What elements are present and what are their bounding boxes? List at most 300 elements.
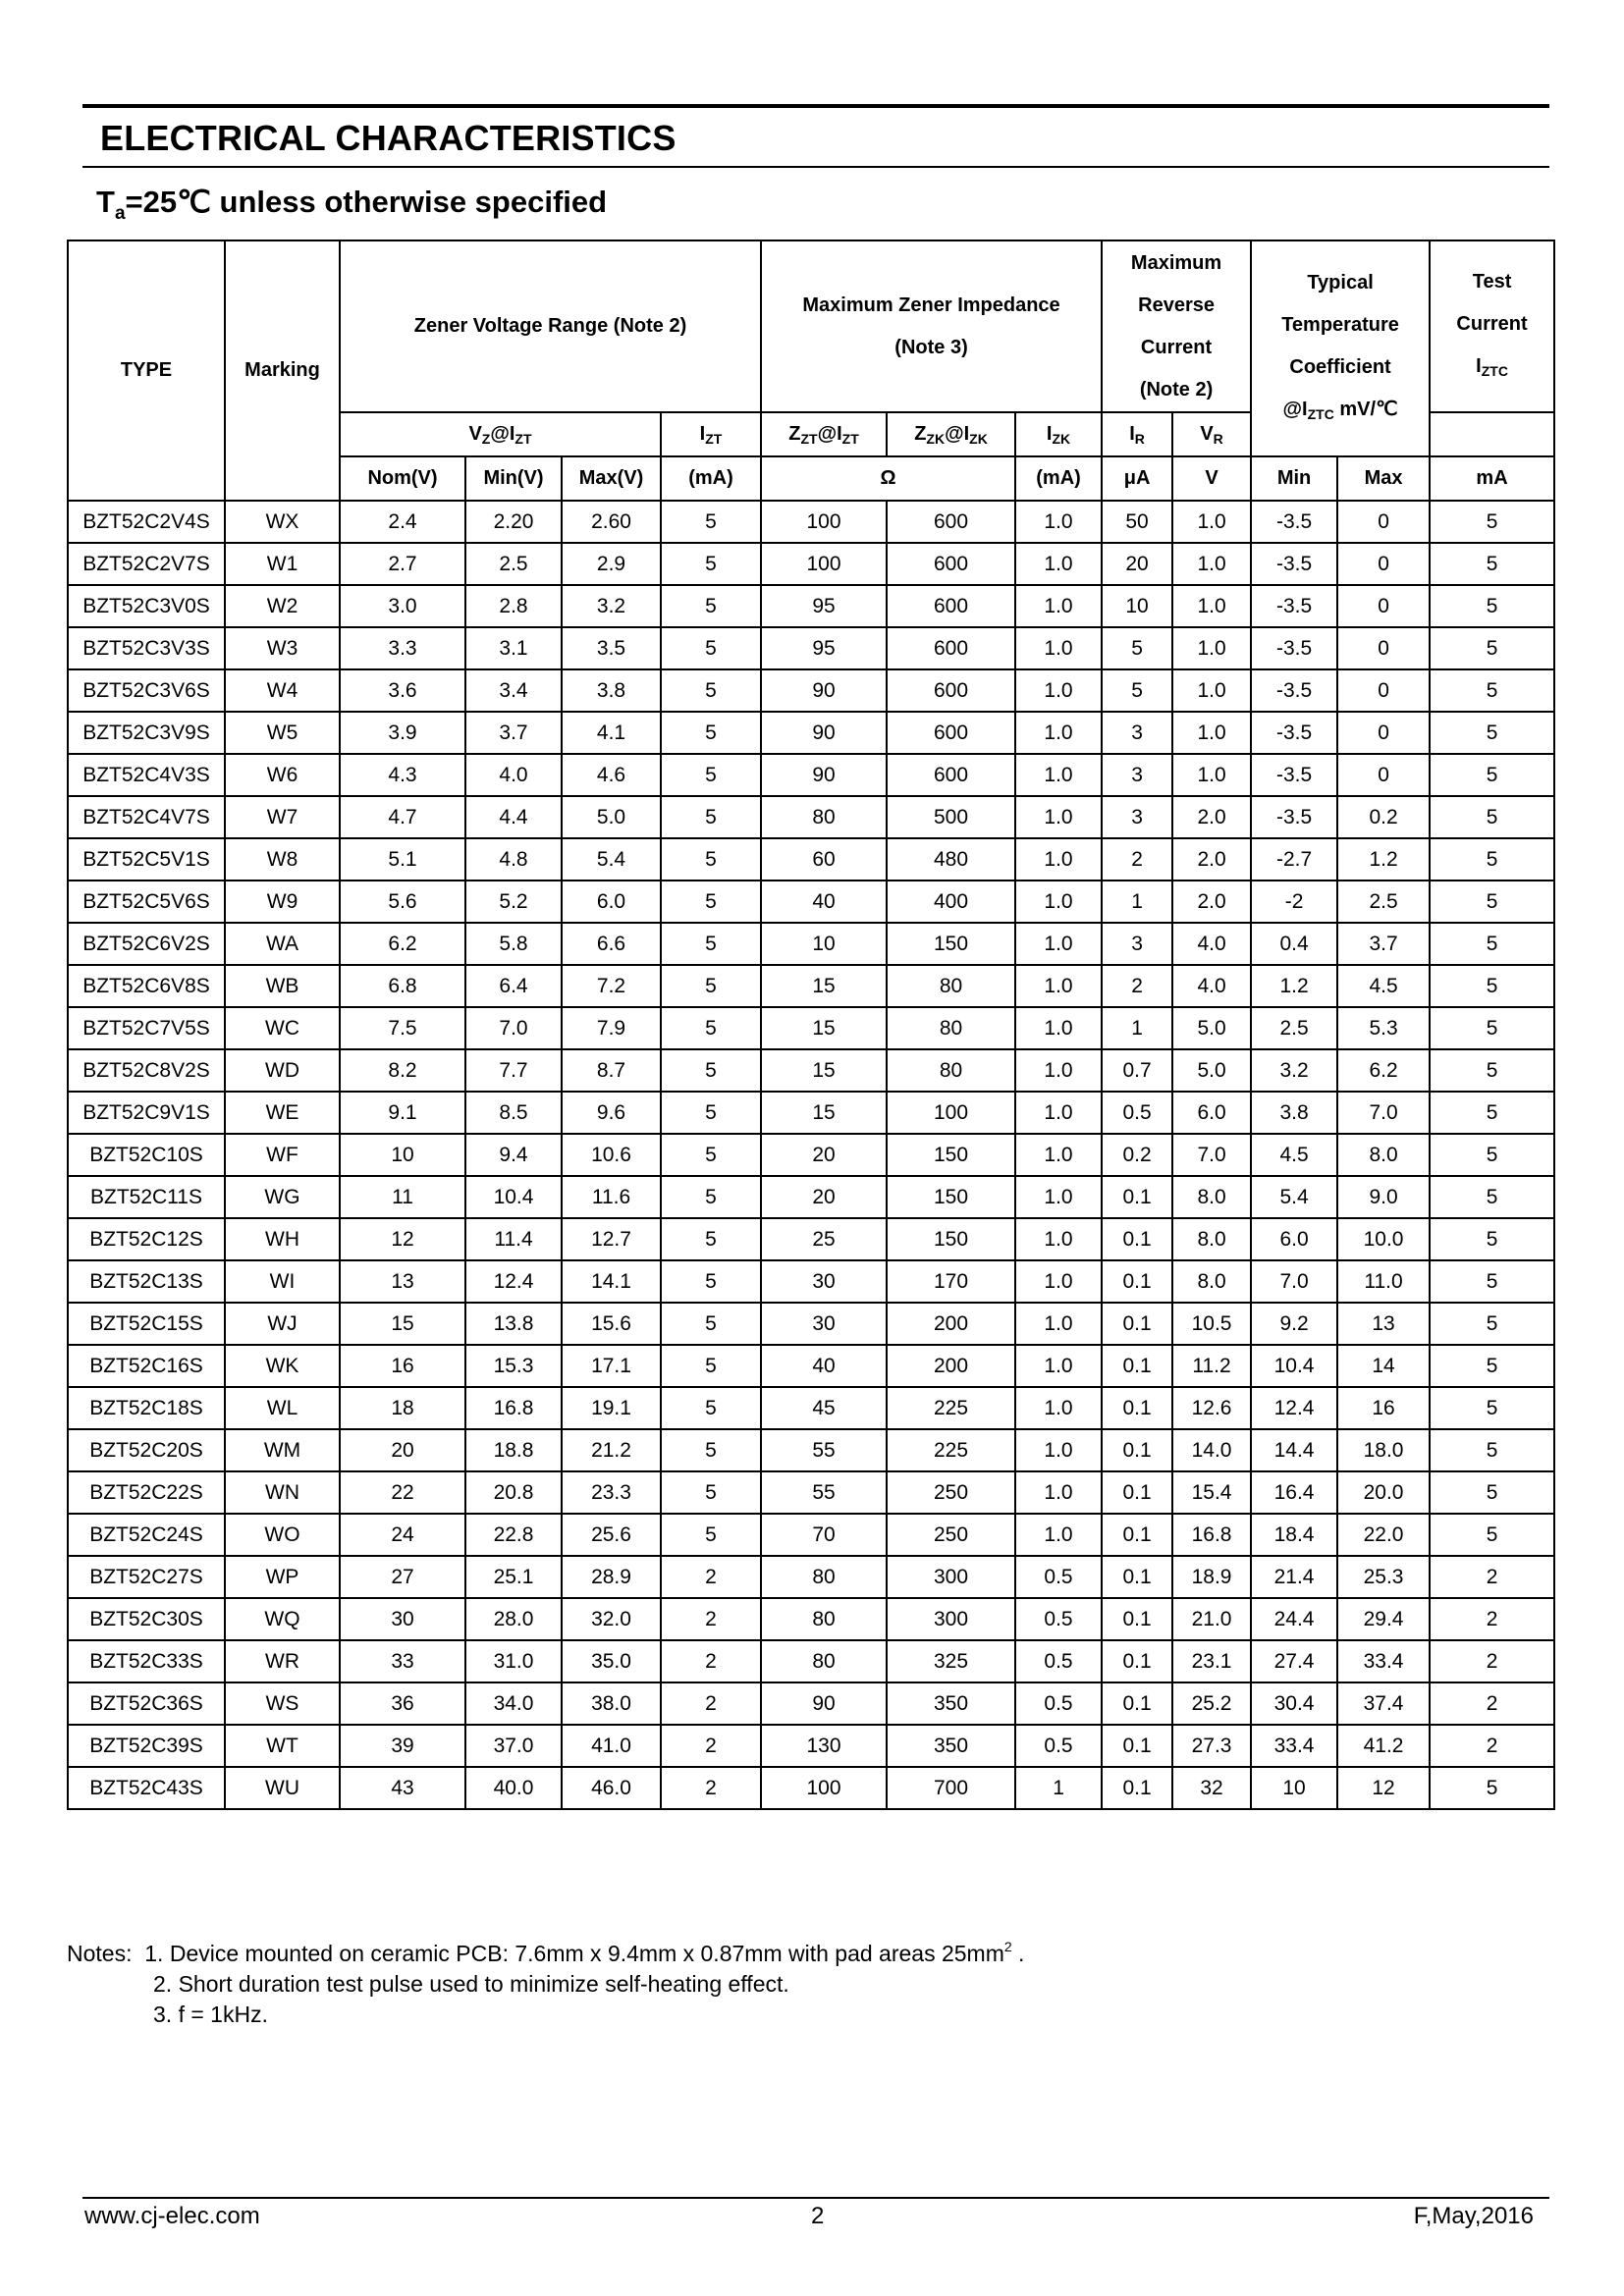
- cell-test-current: 5: [1430, 881, 1554, 923]
- cell-marking: WR: [225, 1640, 340, 1682]
- cell-type: BZT52C6V2S: [68, 923, 225, 965]
- cell-vz-min: 12.4: [465, 1260, 562, 1303]
- cell-vr: 14.0: [1172, 1429, 1251, 1471]
- cell-marking: W4: [225, 669, 340, 712]
- cell-zzt: 90: [761, 1682, 887, 1725]
- cell-type: BZT52C8V2S: [68, 1049, 225, 1092]
- cell-tc-min: 12.4: [1251, 1387, 1337, 1429]
- cell-test-current: 5: [1430, 754, 1554, 796]
- cell-vz-max: 7.9: [562, 1007, 661, 1049]
- cell-vz-nom: 36: [340, 1682, 465, 1725]
- cell-izk: 1.0: [1015, 1514, 1102, 1556]
- cell-tc-min: -2.7: [1251, 838, 1337, 881]
- cell-vz-max: 5.4: [562, 838, 661, 881]
- cell-zzk: 170: [887, 1260, 1015, 1303]
- table-row: [68, 923, 1554, 965]
- cell-vz-max: 15.6: [562, 1303, 661, 1345]
- cell-vz-min: 20.8: [465, 1471, 562, 1514]
- cell-tc-max: 0: [1337, 627, 1430, 669]
- cell-vr: 1.0: [1172, 501, 1251, 543]
- cell-zzt: 40: [761, 881, 887, 923]
- cell-vr: 7.0: [1172, 1134, 1251, 1176]
- cell-type: BZT52C4V3S: [68, 754, 225, 796]
- cell-vz-max: 41.0: [562, 1725, 661, 1767]
- cell-test-current: 5: [1430, 1260, 1554, 1303]
- cell-tc-min: 10: [1251, 1767, 1337, 1809]
- cell-tc-min: 5.4: [1251, 1176, 1337, 1218]
- cell-izt: 5: [661, 838, 761, 881]
- cell-tc-min: -3.5: [1251, 627, 1337, 669]
- cell-marking: WO: [225, 1514, 340, 1556]
- cell-vz-max: 28.9: [562, 1556, 661, 1598]
- cell-vz-nom: 3.0: [340, 585, 465, 627]
- table-row: [68, 1598, 1554, 1640]
- cell-vz-nom: 27: [340, 1556, 465, 1598]
- cell-zzt: 100: [761, 501, 887, 543]
- cell-tc-min: -3.5: [1251, 543, 1337, 585]
- cell-tc-max: 41.2: [1337, 1725, 1430, 1767]
- table-row: [68, 1218, 1554, 1260]
- revision-date: F,May,2016: [1413, 2203, 1534, 2229]
- cell-marking: WK: [225, 1345, 340, 1387]
- cell-tc-min: 18.4: [1251, 1514, 1337, 1556]
- cell-type: BZT52C20S: [68, 1429, 225, 1471]
- cell-vr: 21.0: [1172, 1598, 1251, 1640]
- cell-tc-max: 25.3: [1337, 1556, 1430, 1598]
- table-row: [68, 1514, 1554, 1556]
- cell-ir: 3: [1102, 923, 1172, 965]
- table-row: [68, 796, 1554, 838]
- cell-izt: 5: [661, 543, 761, 585]
- cell-tc-max: 11.0: [1337, 1260, 1430, 1303]
- cell-vz-nom: 33: [340, 1640, 465, 1682]
- cell-vz-max: 6.6: [562, 923, 661, 965]
- cell-izk: 0.5: [1015, 1598, 1102, 1640]
- cell-vz-max: 21.2: [562, 1429, 661, 1471]
- cell-vz-min: 4.0: [465, 754, 562, 796]
- cell-vz-min: 31.0: [465, 1640, 562, 1682]
- table-row: [68, 1134, 1554, 1176]
- cell-vz-nom: 4.3: [340, 754, 465, 796]
- page-number: 2: [811, 2203, 825, 2229]
- cell-vz-min: 2.5: [465, 543, 562, 585]
- cell-vz-min: 22.8: [465, 1514, 562, 1556]
- cell-marking: WP: [225, 1556, 340, 1598]
- cell-test-current: 5: [1430, 1218, 1554, 1260]
- cell-zzt: 90: [761, 712, 887, 754]
- cell-tc-max: 6.2: [1337, 1049, 1430, 1092]
- cell-ir: 0.1: [1102, 1218, 1172, 1260]
- cell-tc-min: 33.4: [1251, 1725, 1337, 1767]
- zzt-header: $Z_{ZT}@I_{ZT}$: [761, 412, 887, 456]
- cell-marking: W8: [225, 838, 340, 881]
- table-row: [68, 1176, 1554, 1218]
- cell-vz-nom: 5.1: [340, 838, 465, 881]
- cell-vr: 8.0: [1172, 1176, 1251, 1218]
- cell-tc-min: 9.2: [1251, 1303, 1337, 1345]
- cell-tc-max: 14: [1337, 1345, 1430, 1387]
- cell-test-current: 5: [1430, 796, 1554, 838]
- cell-marking: WD: [225, 1049, 340, 1092]
- cell-izk: 1.0: [1015, 754, 1102, 796]
- cell-vz-max: 35.0: [562, 1640, 661, 1682]
- cell-vz-max: 23.3: [562, 1471, 661, 1514]
- cell-tc-min: 30.4: [1251, 1682, 1337, 1725]
- cell-izk: 1.0: [1015, 1471, 1102, 1514]
- table-row: [68, 881, 1554, 923]
- cell-ir: 2: [1102, 965, 1172, 1007]
- unit-ohm: Ω: [761, 456, 1015, 501]
- cell-test-current: 2: [1430, 1682, 1554, 1725]
- cell-zzt: 80: [761, 1556, 887, 1598]
- cell-type: BZT52C30S: [68, 1598, 225, 1640]
- cell-ir: 0.5: [1102, 1092, 1172, 1134]
- cell-zzt: 100: [761, 543, 887, 585]
- cell-zzt: 20: [761, 1134, 887, 1176]
- cell-type: BZT52C13S: [68, 1260, 225, 1303]
- cell-zzt: 80: [761, 1640, 887, 1682]
- vz-header: $V_Z@I_{ZT}$: [340, 412, 661, 456]
- cell-zzk: 500: [887, 796, 1015, 838]
- cell-ir: 0.1: [1102, 1303, 1172, 1345]
- cell-ir: 0.1: [1102, 1176, 1172, 1218]
- cell-zzt: 95: [761, 585, 887, 627]
- cell-vz-min: 34.0: [465, 1682, 562, 1725]
- cell-vz-min: 18.8: [465, 1429, 562, 1471]
- cell-zzk: 350: [887, 1682, 1015, 1725]
- cell-vz-min: 10.4: [465, 1176, 562, 1218]
- cell-izk: 1.0: [1015, 1387, 1102, 1429]
- cell-vz-min: 3.1: [465, 627, 562, 669]
- cell-zzt: 20: [761, 1176, 887, 1218]
- cell-izk: 1.0: [1015, 1218, 1102, 1260]
- cell-vz-min: 9.4: [465, 1134, 562, 1176]
- cell-tc-min: 0.4: [1251, 923, 1337, 965]
- cell-vz-nom: 18: [340, 1387, 465, 1429]
- cell-zzt: 60: [761, 838, 887, 881]
- cell-izt: 5: [661, 1007, 761, 1049]
- cell-ir: 2: [1102, 838, 1172, 881]
- cell-ir: 1: [1102, 1007, 1172, 1049]
- temp-coef-header: Typical Temperature Coefficient $@I_{ZTC}$ mV/℃: [1251, 240, 1430, 456]
- cell-vz-max: 25.6: [562, 1514, 661, 1556]
- cell-vr: 2.0: [1172, 881, 1251, 923]
- cell-vz-nom: 39: [340, 1725, 465, 1767]
- cell-vz-max: 5.0: [562, 796, 661, 838]
- table-row: [68, 1556, 1554, 1598]
- cell-vz-min: 25.1: [465, 1556, 562, 1598]
- cell-zzk: 350: [887, 1725, 1015, 1767]
- cell-ir: 3: [1102, 796, 1172, 838]
- cell-vz-max: 38.0: [562, 1682, 661, 1725]
- table-row: [68, 754, 1554, 796]
- cell-marking: W5: [225, 712, 340, 754]
- note-2: 2. Short duration test pulse used to minimize self-heating effect.: [153, 1971, 789, 1997]
- cell-test-current: 5: [1430, 1176, 1554, 1218]
- cell-zzt: 90: [761, 754, 887, 796]
- cell-type: BZT52C2V7S: [68, 543, 225, 585]
- cell-vz-nom: 22: [340, 1471, 465, 1514]
- cell-type: BZT52C15S: [68, 1303, 225, 1345]
- cell-zzt: 90: [761, 669, 887, 712]
- cell-type: BZT52C18S: [68, 1387, 225, 1429]
- cell-ir: 0.2: [1102, 1134, 1172, 1176]
- cell-vr: 15.4: [1172, 1471, 1251, 1514]
- cell-type: BZT52C2V4S: [68, 501, 225, 543]
- cell-vr: 1.0: [1172, 669, 1251, 712]
- cell-tc-max: 0: [1337, 669, 1430, 712]
- cell-marking: WF: [225, 1134, 340, 1176]
- cell-marking: W7: [225, 796, 340, 838]
- table-row: [68, 1767, 1554, 1809]
- cell-vr: 4.0: [1172, 965, 1251, 1007]
- cell-izt: 5: [661, 965, 761, 1007]
- cell-tc-min: 24.4: [1251, 1598, 1337, 1640]
- cell-zzt: 130: [761, 1725, 887, 1767]
- cell-tc-max: 37.4: [1337, 1682, 1430, 1725]
- cell-izk: 1.0: [1015, 501, 1102, 543]
- cell-zzk: 600: [887, 712, 1015, 754]
- cell-vz-nom: 2.7: [340, 543, 465, 585]
- cell-tc-max: 0: [1337, 501, 1430, 543]
- cell-vr: 8.0: [1172, 1260, 1251, 1303]
- cell-izt: 5: [661, 712, 761, 754]
- cell-zzk: 600: [887, 627, 1015, 669]
- cell-vr: 32: [1172, 1767, 1251, 1809]
- cell-izk: 1.0: [1015, 1429, 1102, 1471]
- cell-vz-max: 4.6: [562, 754, 661, 796]
- cell-tc-min: -3.5: [1251, 501, 1337, 543]
- cell-vz-min: 16.8: [465, 1387, 562, 1429]
- cell-marking: WU: [225, 1767, 340, 1809]
- table-row: [68, 1092, 1554, 1134]
- cell-test-current: 2: [1430, 1598, 1554, 1640]
- cell-marking: WB: [225, 965, 340, 1007]
- cell-izk: 0.5: [1015, 1682, 1102, 1725]
- cell-tc-max: 10.0: [1337, 1218, 1430, 1260]
- cell-vz-max: 7.2: [562, 965, 661, 1007]
- cell-izt: 5: [661, 881, 761, 923]
- cell-vz-max: 4.1: [562, 712, 661, 754]
- cell-zzk: 600: [887, 543, 1015, 585]
- cell-zzk: 150: [887, 1218, 1015, 1260]
- izt-header: $I_{ZT}$: [661, 412, 761, 456]
- cell-marking: WH: [225, 1218, 340, 1260]
- cell-tc-min: -3.5: [1251, 712, 1337, 754]
- cell-ir: 0.1: [1102, 1767, 1172, 1809]
- table-row: [68, 1007, 1554, 1049]
- table-row: [68, 1303, 1554, 1345]
- footer-url: www.cj-elec.com: [84, 2203, 260, 2229]
- cell-vz-min: 7.7: [465, 1049, 562, 1092]
- footer-rule: [82, 2197, 1549, 2199]
- table-row: [68, 1471, 1554, 1514]
- cell-vz-nom: 3.6: [340, 669, 465, 712]
- cell-tc-min: 3.8: [1251, 1092, 1337, 1134]
- cell-marking: WE: [225, 1092, 340, 1134]
- cell-vz-nom: 16: [340, 1345, 465, 1387]
- cell-zzt: 15: [761, 1007, 887, 1049]
- cell-vz-nom: 24: [340, 1514, 465, 1556]
- cell-vz-max: 6.0: [562, 881, 661, 923]
- cell-izt: 5: [661, 1303, 761, 1345]
- cell-tc-min: 3.2: [1251, 1049, 1337, 1092]
- cell-vz-min: 4.8: [465, 838, 562, 881]
- cell-vz-min: 7.0: [465, 1007, 562, 1049]
- cell-vz-nom: 10: [340, 1134, 465, 1176]
- cell-zzt: 80: [761, 1598, 887, 1640]
- cell-vz-nom: 8.2: [340, 1049, 465, 1092]
- cell-type: BZT52C36S: [68, 1682, 225, 1725]
- cell-izt: 2: [661, 1640, 761, 1682]
- cell-type: BZT52C5V1S: [68, 838, 225, 881]
- cell-marking: WT: [225, 1725, 340, 1767]
- cell-zzk: 200: [887, 1345, 1015, 1387]
- cell-vz-nom: 30: [340, 1598, 465, 1640]
- cell-type: BZT52C10S: [68, 1134, 225, 1176]
- cell-izk: 1.0: [1015, 1260, 1102, 1303]
- cell-izk: 1.0: [1015, 1134, 1102, 1176]
- cell-type: BZT52C7V5S: [68, 1007, 225, 1049]
- vr-header: $V_R$: [1172, 412, 1251, 456]
- cell-vr: 2.0: [1172, 838, 1251, 881]
- table-row: [68, 1640, 1554, 1682]
- cell-izt: 5: [661, 1092, 761, 1134]
- cell-vz-max: 32.0: [562, 1598, 661, 1640]
- cell-izk: 1.0: [1015, 923, 1102, 965]
- cell-ir: 0.1: [1102, 1387, 1172, 1429]
- cell-ir: 0.1: [1102, 1640, 1172, 1682]
- cell-vr: 1.0: [1172, 627, 1251, 669]
- cell-vz-nom: 20: [340, 1429, 465, 1471]
- cell-test-current: 5: [1430, 1514, 1554, 1556]
- cell-tc-min: -2: [1251, 881, 1337, 923]
- cell-zzt: 15: [761, 1049, 887, 1092]
- unit-tmin: Min: [1251, 456, 1337, 501]
- cell-vz-nom: 13: [340, 1260, 465, 1303]
- cell-test-current: 5: [1430, 1429, 1554, 1471]
- cell-zzt: 30: [761, 1260, 887, 1303]
- cell-ir: 0.1: [1102, 1260, 1172, 1303]
- cell-ir: 0.1: [1102, 1682, 1172, 1725]
- cell-vr: 1.0: [1172, 585, 1251, 627]
- cell-vz-max: 3.2: [562, 585, 661, 627]
- cell-tc-max: 5.3: [1337, 1007, 1430, 1049]
- cell-marking: W6: [225, 754, 340, 796]
- cell-vr: 1.0: [1172, 543, 1251, 585]
- cell-ir: 0.1: [1102, 1345, 1172, 1387]
- cell-zzt: 95: [761, 627, 887, 669]
- cell-tc-min: 7.0: [1251, 1260, 1337, 1303]
- cell-test-current: 5: [1430, 585, 1554, 627]
- cell-type: BZT52C39S: [68, 1725, 225, 1767]
- cell-test-current: 5: [1430, 965, 1554, 1007]
- cell-izt: 5: [661, 627, 761, 669]
- cell-izt: 5: [661, 1049, 761, 1092]
- cell-marking: W2: [225, 585, 340, 627]
- cell-vz-max: 9.6: [562, 1092, 661, 1134]
- cell-tc-min: 6.0: [1251, 1218, 1337, 1260]
- cell-izt: 5: [661, 1260, 761, 1303]
- table-row: [68, 585, 1554, 627]
- cell-marking: W3: [225, 627, 340, 669]
- cell-izk: 1: [1015, 1767, 1102, 1809]
- cell-izk: 1.0: [1015, 1345, 1102, 1387]
- col-marking-header: Marking: [225, 240, 340, 501]
- table-row: [68, 1725, 1554, 1767]
- cell-test-current: 5: [1430, 1134, 1554, 1176]
- cell-type: BZT52C3V9S: [68, 712, 225, 754]
- cell-zzk: 80: [887, 1007, 1015, 1049]
- cell-vz-nom: 43: [340, 1767, 465, 1809]
- cell-marking: WQ: [225, 1598, 340, 1640]
- cell-tc-max: 22.0: [1337, 1514, 1430, 1556]
- unit-tmax: Max: [1337, 456, 1430, 501]
- cell-tc-max: 18.0: [1337, 1429, 1430, 1471]
- cell-type: BZT52C43S: [68, 1767, 225, 1809]
- cell-tc-max: 33.4: [1337, 1640, 1430, 1682]
- cell-vz-min: 8.5: [465, 1092, 562, 1134]
- cell-vr: 1.0: [1172, 754, 1251, 796]
- cell-vr: 10.5: [1172, 1303, 1251, 1345]
- cell-vz-max: 2.60: [562, 501, 661, 543]
- cell-ir: 50: [1102, 501, 1172, 543]
- cell-tc-min: -3.5: [1251, 754, 1337, 796]
- cell-ir: 3: [1102, 712, 1172, 754]
- cell-vr: 23.1: [1172, 1640, 1251, 1682]
- cell-vr: 18.9: [1172, 1556, 1251, 1598]
- cell-ir: 20: [1102, 543, 1172, 585]
- cell-tc-min: 27.4: [1251, 1640, 1337, 1682]
- cell-vz-min: 5.2: [465, 881, 562, 923]
- cell-test-current: 5: [1430, 1345, 1554, 1387]
- table-row: [68, 1345, 1554, 1387]
- cell-ir: 1: [1102, 881, 1172, 923]
- cell-vr: 5.0: [1172, 1007, 1251, 1049]
- cell-zzk: 200: [887, 1303, 1015, 1345]
- cell-vz-max: 11.6: [562, 1176, 661, 1218]
- cell-izt: 2: [661, 1767, 761, 1809]
- cell-ir: 0.1: [1102, 1725, 1172, 1767]
- notes-label: Notes:: [67, 1941, 133, 1966]
- cell-vz-nom: 15: [340, 1303, 465, 1345]
- cell-zzk: 600: [887, 669, 1015, 712]
- cell-tc-max: 0: [1337, 754, 1430, 796]
- cell-vz-nom: 7.5: [340, 1007, 465, 1049]
- cell-ir: 0.1: [1102, 1429, 1172, 1471]
- cell-izk: 1.0: [1015, 796, 1102, 838]
- cell-tc-max: 7.0: [1337, 1092, 1430, 1134]
- cell-test-current: 2: [1430, 1556, 1554, 1598]
- cell-izk: 1.0: [1015, 881, 1102, 923]
- cell-tc-max: 29.4: [1337, 1598, 1430, 1640]
- cell-ir: 3: [1102, 754, 1172, 796]
- cell-ir: 5: [1102, 669, 1172, 712]
- cell-zzt: 80: [761, 796, 887, 838]
- cell-tc-max: 9.0: [1337, 1176, 1430, 1218]
- cell-tc-max: 2.5: [1337, 881, 1430, 923]
- cell-type: BZT52C11S: [68, 1176, 225, 1218]
- test-current-blank: [1430, 412, 1554, 456]
- cell-vz-nom: 2.4: [340, 501, 465, 543]
- cell-marking: W9: [225, 881, 340, 923]
- table-row: [68, 1260, 1554, 1303]
- cell-test-current: 5: [1430, 1092, 1554, 1134]
- cell-izt: 5: [661, 669, 761, 712]
- cell-zzt: 45: [761, 1387, 887, 1429]
- cell-type: BZT52C6V8S: [68, 965, 225, 1007]
- cell-ir: 0.1: [1102, 1514, 1172, 1556]
